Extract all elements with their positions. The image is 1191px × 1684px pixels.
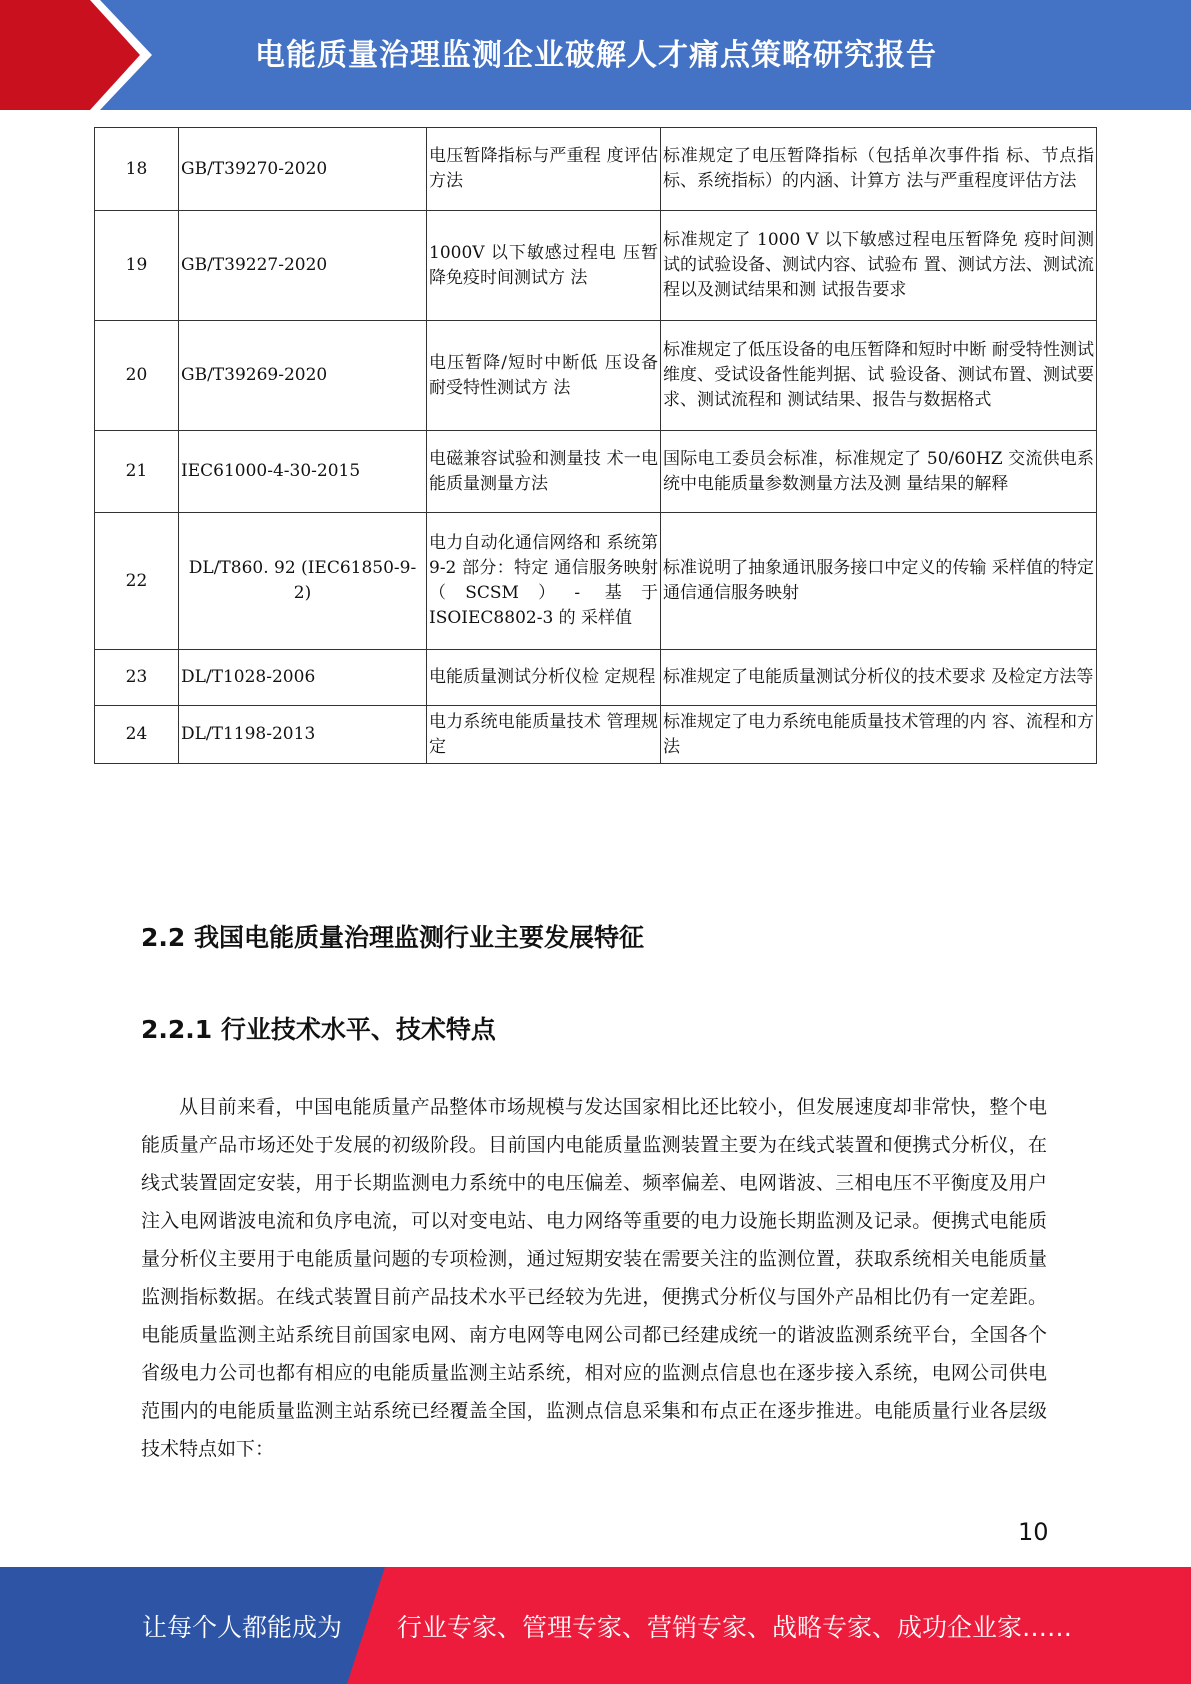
page-footer	[0, 1567, 1191, 1684]
table-row	[95, 650, 1097, 706]
standard-code: DL/T860. 92 (IEC61850-9-2)	[179, 513, 427, 650]
header-title: 电能质量治理监测企业破解人才痛点策略研究报告	[255, 38, 937, 73]
standard-name: 1000V 以下敏感过程电 压暂降免疫时间测试方 法	[427, 211, 661, 321]
header-chevron-red	[0, 0, 140, 110]
table-row	[95, 321, 1097, 431]
page-header	[0, 0, 1191, 110]
row-number: 18	[95, 128, 179, 211]
standard-description: 国际电工委员会标准，标准规定了 50/60HZ 交流供电系统中电能质量参数测量方法及测 量结果的解释	[661, 431, 1097, 513]
standard-description: 标准规定了电能质量测试分析仪的技术要求 及检定方法等	[661, 650, 1097, 706]
row-number: 20	[95, 321, 179, 431]
footer-slogan-left: 让每个人都能成为	[142, 1613, 343, 1642]
body-paragraph: 从目前来看，中国电能质量产品整体市场规模与发达国家相比还比较小，但发展速度却非常快，整个电能质量产品市场还处于发展的初级阶段。目前国内电能质量监测装置主要为在线式装置和便携式分析仪，在线式装置固定安装，用于长期监测电力系统中的电压偏差、频率偏差、电网谐波、三相电压不平衡度及用户注入电网谐波电流和负序电流，可以对变电站、电力网络等重要的电力设施长期监测及记录。便携式电能质量分析仪主要用于电能质量问题的专项检测，通过短期安装在需要关注的监测位置，获取系统相关电能质量监测指标数据。在线式装置目前产品技术水平已经较为先进，便携式分析仪与国外产品相比仍有一定差距。电能质量监测主站系统目前国家电网、南方电网等电网公司都已经建成统一的谐波监测系统平台，全国各个省级电力公司也都有相应的电能质量监测主站系统，相对应的监测点信息也在逐步接入系统，电网公司供电范围内的电能质量监测主站系统已经覆盖全国，监测点信息采集和布点正在逐步推进。电能质量行业各层级技术特点如下：	[141, 1096, 1047, 1460]
standard-description: 标准规定了 1000 V 以下敏感过程电压暂降免 疫时间测试的试验设备、测试内容、试验布 置、测试方法、测试流程以及测试结果和测 试报告要求	[661, 211, 1097, 321]
standard-code: GB/T39227-2020	[179, 211, 427, 321]
standard-name: 电磁兼容试验和测量技 术一电能质量测量方法	[427, 431, 661, 513]
standard-description: 标准规定了电压暂降指标（包括单次事件指 标、节点指标、系统指标）的内涵、计算方 法与严重程度评估方法	[661, 128, 1097, 211]
footer-slogan-right: 行业专家、管理专家、营销专家、战略专家、成功企业家……	[397, 1613, 1073, 1642]
table-row	[95, 211, 1097, 321]
standard-name: 电力系统电能质量技术 管理规定	[427, 706, 661, 764]
standard-name: 电能质量测试分析仪检 定规程	[427, 650, 661, 706]
standard-description: 标准规定了电力系统电能质量技术管理的内 容、流程和方法	[661, 706, 1097, 764]
row-number: 23	[95, 650, 179, 706]
standard-code: IEC61000-4-30-2015	[179, 431, 427, 513]
row-number: 19	[95, 211, 179, 321]
standards-table	[94, 127, 1097, 764]
standard-code: DL/T1198-2013	[179, 706, 427, 764]
section-heading: 2.2 我国电能质量治理监测行业主要发展特征	[141, 923, 644, 952]
table-row	[95, 128, 1097, 211]
row-number: 22	[95, 513, 179, 650]
standard-name: 电力自动化通信网络和 系统第 9-2 部分：特定 通信服务映射（SCSM）- 基于 ISOIEC8802-3 的 采样值	[427, 513, 661, 650]
table-row	[95, 513, 1097, 650]
page-number: 10	[1018, 1518, 1049, 1546]
row-number: 21	[95, 431, 179, 513]
table-row	[95, 706, 1097, 764]
standard-name: 电压暂降/短时中断低 压设备耐受特性测试方 法	[427, 321, 661, 431]
row-number: 24	[95, 706, 179, 764]
standard-description: 标准说明了抽象通讯服务接口中定义的传输 采样值的特定通信通信服务映射	[661, 513, 1097, 650]
standard-description: 标准规定了低压设备的电压暂降和短时中断 耐受特性测试维度、受试设备性能判据、试 验设备、测试布置、测试要求、测试流程和 测试结果、报告与数据格式	[661, 321, 1097, 431]
standard-name: 电压暂降指标与严重程 度评估方法	[427, 128, 661, 211]
subsection-heading: 2.2.1 行业技术水平、技术特点	[141, 1015, 496, 1044]
standard-code: GB/T39269-2020	[179, 321, 427, 431]
standard-code: GB/T39270-2020	[179, 128, 427, 211]
standard-code: DL/T1028-2006	[179, 650, 427, 706]
table-row	[95, 431, 1097, 513]
